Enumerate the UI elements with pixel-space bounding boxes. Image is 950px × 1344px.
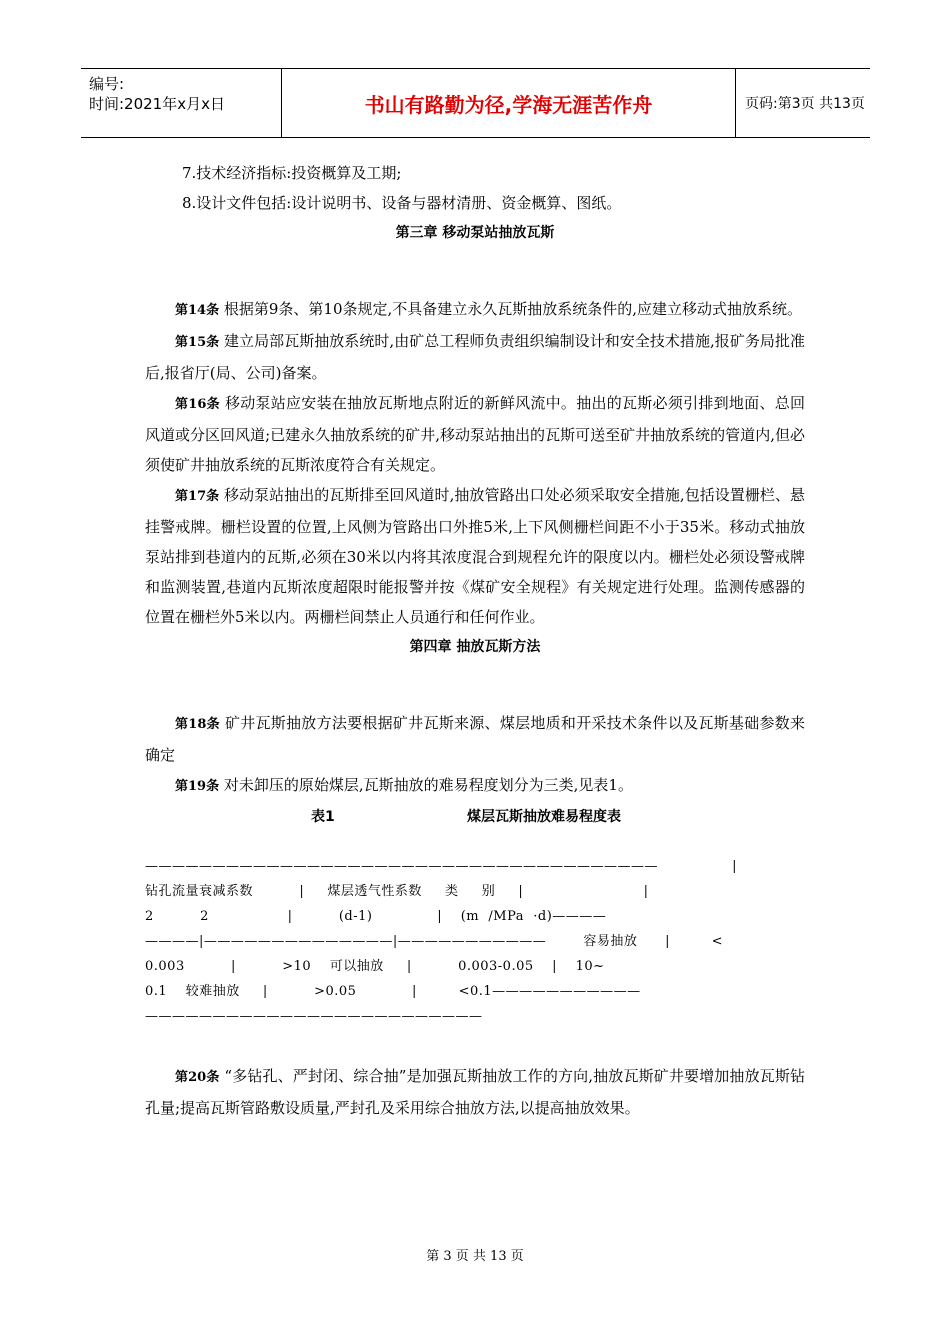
article-17-text: 移动泵站抽出的瓦斯排至回风道时,抽放管路出口处必须采取安全措施,包括设置栅栏、悬挂警戒牌。栅栏设置的位置,上风侧为管路出口外推5米,上下风侧栅栏间距不小于35米。移动式抽放泵站排到巷道内的瓦斯,必须在30米以内将其浓度混合到规程允许的限度以内。栅栏处必须设警戒牌和监测装置,巷道内瓦斯浓度超限时能报警并按《煤矿安全规程》有关规定进行处理。监测传感器的位置在栅栏外5米以内。两栅栏间禁止人员通行和任何作业。	[145, 486, 805, 626]
table-label: 表1	[311, 809, 335, 825]
chapter-4-heading: 第四章 抽放瓦斯方法	[409, 639, 541, 655]
article-19-label: 第19条	[175, 779, 220, 794]
article-14-text: 根据第9条、第10条规定,不具备建立永久瓦斯抽放系统条件的,应建立移动式抽放系统。	[219, 300, 803, 318]
article-15-label: 第15条	[175, 335, 220, 350]
article-20	[145, 1061, 805, 1123]
table-title: 煤层瓦斯抽放难易程度表	[467, 809, 621, 825]
article-19	[145, 770, 805, 802]
article-18-text: 矿井瓦斯抽放方法要根据矿井瓦斯来源、煤层地质和开采技术条件以及瓦斯基础参数来确定	[145, 714, 805, 764]
article-16	[145, 388, 805, 480]
ascii-line: 2 2 | (d-1) | (m /MPa ·d)————	[145, 909, 607, 924]
article-18	[145, 708, 805, 770]
ascii-line: 0.1 较难抽放 | >0.05 | <0.1———————————	[145, 984, 641, 999]
article-14	[145, 294, 805, 326]
ascii-line: —————————————————————————————————————— |	[145, 859, 737, 874]
header-motto: 书山有路勤为径,学海无涯苦作舟	[281, 69, 736, 137]
code-label: 编号:	[89, 75, 125, 93]
chapter-3-heading: 第三章 移动泵站抽放瓦斯	[395, 225, 555, 241]
page-header	[81, 68, 870, 138]
article-15-text: 建立局部瓦斯抽放系统时,由矿总工程师负责组织编制设计和安全技术措施,报矿务局批准后,报省厅(局、公司)备案。	[145, 332, 805, 382]
ascii-line: 钻孔流量衰减系数 | 煤层透气性系数 类 别 | |	[145, 884, 649, 899]
ascii-line: 0.003 | >10 可以抽放 | 0.003-0.05 | 10~	[145, 959, 605, 974]
header-meta	[81, 69, 281, 137]
article-19-text: 对未卸压的原始煤层,瓦斯抽放的难易程度划分为三类,见表1。	[219, 776, 633, 794]
ascii-line: —————————————————————————	[145, 1009, 483, 1024]
article-20-text: “多钻孔、严封闭、综合抽”是加强瓦斯抽放工作的方向,抽放瓦斯矿井要增加抽放瓦斯钻孔量;提高瓦斯管路敷设质量,严封孔及采用综合抽放方法,以提高抽放效果。	[145, 1067, 805, 1117]
article-15	[145, 326, 805, 388]
list-item-8: 8.设计文件包括:设计说明书、设备与器材清册、资金概算、图纸。	[182, 194, 622, 212]
page-footer: 第 3 页 共 13 页	[426, 1249, 524, 1264]
article-14-label: 第14条	[175, 303, 220, 318]
article-17	[145, 480, 805, 632]
article-16-text: 移动泵站应安装在抽放瓦斯地点附近的新鲜风流中。抽出的瓦斯必须引排到地面、总回风道或分区回风道;已建永久抽放系统的矿井,移动泵站抽出的瓦斯可送至矿井抽放系统的管道内,但必须使矿井抽放系统的瓦斯浓度符合有关规定。	[145, 394, 805, 474]
ascii-line: ————|——————————————|——————————— 容易抽放 | <	[145, 934, 724, 949]
time-label: 时间:2021年x月x日	[89, 95, 225, 113]
ascii-table	[145, 854, 805, 1029]
table-caption	[145, 802, 805, 832]
article-17-label: 第17条	[175, 489, 220, 504]
list-item-7: 7.技术经济指标:投资概算及工期;	[182, 164, 402, 182]
header-page-info: 页码:第3页 共13页	[745, 96, 865, 112]
article-20-label: 第20条	[175, 1070, 220, 1085]
document-body	[145, 158, 805, 1123]
article-18-label: 第18条	[175, 717, 220, 732]
article-16-label: 第16条	[175, 397, 220, 412]
